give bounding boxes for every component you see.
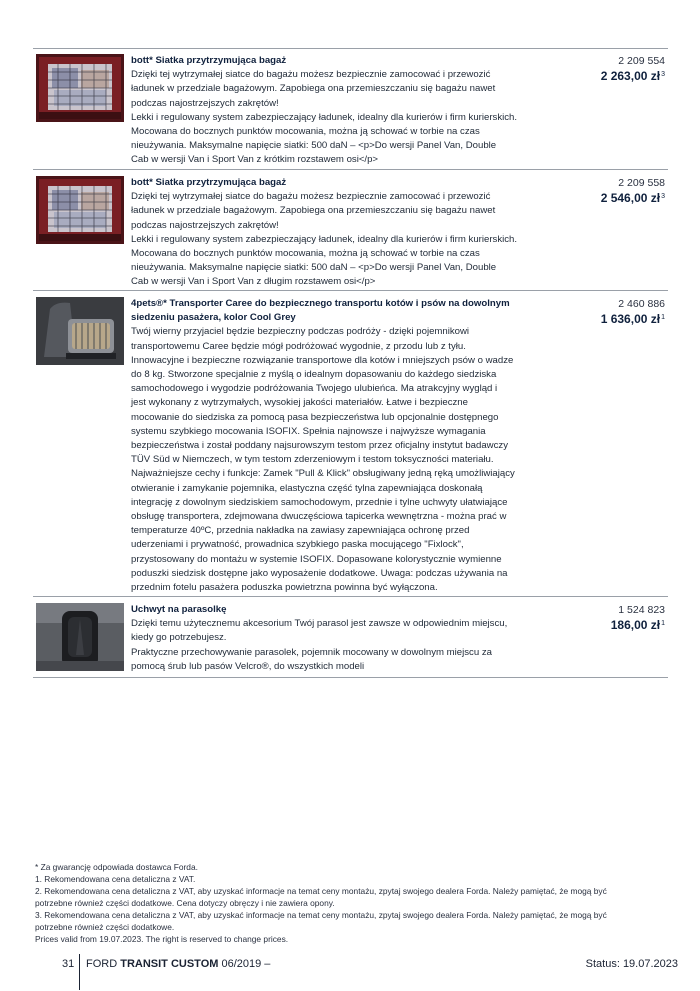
product-title: bott* Siatka przytrzymująca bagaż [131,55,287,66]
product-code: 2 209 554 [618,55,665,67]
footnote-ref: 1 [661,620,665,627]
product-row [33,597,668,678]
pet-carrier-photo-icon [36,297,124,370]
edition: 06/2019 – [221,958,271,970]
product-description: Twój wierny przyjaciel będzie bezpieczny podczas podróży - dzięki pojemnikowi transportowemu Caree będzie mógł podróżować wygodnie, z przodu lub z tyłu. Innowacyjne i bezpieczne rozwiązanie transportowe dla kotów i mniejszych psów o wadze do 8 kg. Stworzone specjalnie z myślą o idealnym dopasowaniu do każdego siedziska samochodowego i wygodzie podróżowania Twojego ulubieńca. Ma atrakcyjny wygląd i jest wykonany z wytrzymałych, wysokiej jakości materiałów. Łatwe i bezpieczne mocowanie do siedziska za pomocą pasa bezpieczeństwa lub opcjonalnie dostępnego systemu szybkiego mocowania ISOFIX. Spełnia najnowsze i najwyższe wymagania bezpieczeństwa i został poddany najsurowszym testom przez oficjalny instytut badawczy TÜV Süd w Niemczech, w tym testom zderzeniowym i testom toksyczności materiału. Najważniejsze cechy i funkcje: Zamek "Pull & Klick" obsługiwany jedną ręką umożliwiający otwieranie i zamykanie pojemnika, elastyczna część tylna zapewniająca doskonałą integrację z dowolnym siedziskiem samochodowym, przednie i tylne uchwyty ułatwiające obsługę transportera, zdejmowana dwuczęściowa tapicerka wewnętrzna - można prać w temperaturze 40ºC, przednia nakładka na zawiasy zapewniająca ochronę przed uderzeniami i prywatność, prowadnica szybkiego paska mocującego "Fixlock", przystosowany do montażu w systemie ISOFIX. Dopasowane kolorystycznie wymienne poduszki siedzisk dostępne jako wyposażenie dodatkowe. Uwaga: podczas używania na przednim fotelu pasażera poduszka powietrzna powinna być wyłączona. [131,326,515,594]
footnote-ref: 1 [661,314,665,321]
product-row [33,291,668,597]
footer-divider [79,954,80,990]
product-description: Dzięki tej wytrzymałej siatce do bagażu możesz bezpiecznie zamocować i przewozić ładunek w przedziale bagażowym. Zapobiega ona przemieszczaniu się bagażu nawet podczas najostrzejszych zakrętów! Lekki i regulowany system zabezpieczający ładunek, idealny dla kurierów i firm kurierskich. Mocowana do bocznych punktów mocowania, można ją schować w torbie na czas nieużywania. Maksymalne napięcie siatki: 500 daN – <p>Do wersji Panel Van, Double Cab w wersji Van i Sport Van z krótkim rozstawem osi</p> [131,69,518,166]
footnotes: * Za gwarancję odpowiada dostawca Forda. 1. Rekomendowana cena detaliczna z VAT. 2. Rekomendowana cena detaliczna z VAT, aby uzyskać informacje na temat ceny montażu, zpytaj swojego dealera Forda. Należy pamiętać, że mogą być potrzebne również części dodatkowe. Cena dotyczy obręczy i nie zawiera opony. 3. Rekomendowana cena detaliczna z VAT, aby uzyskać informacje na temat ceny montażu, zpytaj swojego dealera Forda. Należy pamiętać, że mogą być potrzebne również części dodatkowe. Prices valid from 19.07.2023. The right is reserved to change prices. [35,862,607,944]
product-code: 1 524 823 [618,604,665,616]
status-date: Status: 19.07.2023 [585,958,678,970]
product-title: 4pets®* Transporter Caree do bezpiecznego transportu kotów i psów na dowolnym siedzeniu pasażera, kolor Cool Grey [131,298,510,324]
product-title: bott* Siatka przytrzymująca bagaż [131,177,287,188]
product-row [33,48,668,170]
product-price [545,311,665,327]
brand-name: FORD [86,958,118,970]
row-divider [33,677,668,678]
luggage-net-photo-icon [36,54,124,127]
product-price [545,68,665,84]
price-value: 2 263,00 zł [600,69,661,83]
product-row [33,170,668,291]
product-price [545,617,665,633]
product-price [545,190,665,206]
product-code: 2 209 558 [618,177,665,189]
luggage-net-photo-icon [36,176,124,249]
page-number: 31 [62,958,75,970]
product-description: Dzięki temu użytecznemu akcesorium Twój parasol jest zawsze w odpowiednim miejscu, kiedy go potrzebujesz. Praktyczne przechowywanie parasolek, pojemnik mocowany w dowolnym miejscu za pomocą śrub lub pasów Velcro®, do wszystkich modeli [131,618,508,672]
product-description: Dzięki tej wytrzymałej siatce do bagażu możesz bezpiecznie zamocować i przewozić ładunek w przedziale bagażowym. Zapobiega ona przemieszczaniu się bagażu nawet podczas najostrzejszych zakrętów! Lekki i regulowany system zabezpieczający ładunek, idealny dla kurierów i firm kurierskich. Mocowana do bocznych punktów mocowania, można ją schować w torbie na czas nieużywania. Maksymalne napięcie siatki: 500 daN – <p>Do wersji Panel Van, Double Cab w wersji Van i Sport Van z długim rozstawem osi</p> [131,191,518,288]
page-footer [0,952,700,991]
footnote-ref: 3 [661,71,665,78]
product-title: Uchwyt na parasolkę [131,604,227,615]
product-code: 2 460 886 [618,298,665,310]
footer-brand [86,958,270,970]
umbrella-holder-photo-icon [36,603,124,676]
price-value: 2 546,00 zł [600,191,661,205]
brand-model: TRANSIT CUSTOM [120,958,219,970]
footnote-ref: 3 [661,193,665,200]
price-value: 1 636,00 zł [600,312,661,326]
price-value: 186,00 zł [610,618,661,632]
